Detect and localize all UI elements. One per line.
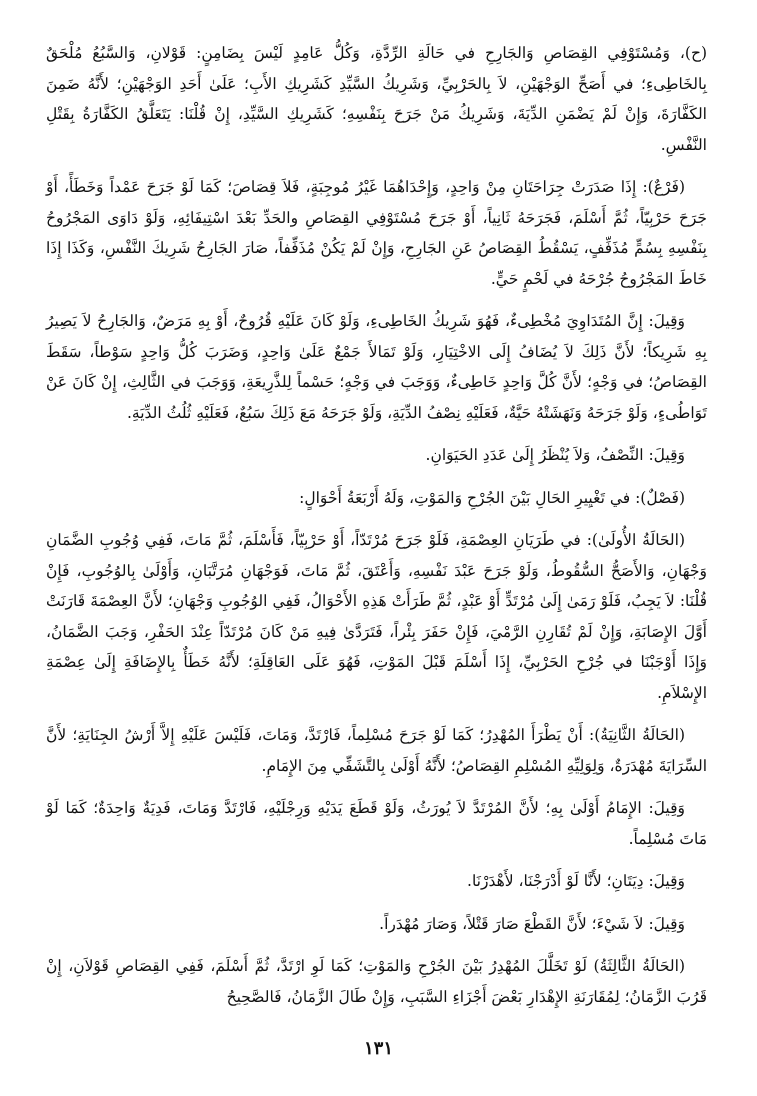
paragraph: وَقِيلَ: إِنَّ المُتَدَاوِيَ مُخْطِىءٌ، فَهُوَ شَرِيكُ الخَاطِىءِ، وَلَوْ كَانَ عَلَيْهِ قُرُوحٌ، أَوْ بِهِ مَرَضٌ، وَالجَارِحُ لاَ يَصِيرُ بِهِ شَرِيكاً؛ لأَنَّ ذَلِكَ لاَ يُضَافُ إِلَى الاخْتِيَارِ، وَلَوْ تَمَالأَ جَمْعٌ عَلَىٰ وَاحِدٍ، وَضَرَبَ كُلُّ وَاحِدٍ سَوْطاً، سَقَطَ القِصَاصُ؛ في وَجْهٍ؛ لأَنَّ كُلَّ وَاحِدٍ خَاطِىءٌ، وَوَجَبَ في وَجْهٍ؛ حَسْماً لِلذَّرِيعَةِ، وَوَجَبَ في الثَّالِثِ، إِنْ كَانَ عَنْ تَوَاطُىءٍ، وَلَوْ جَرَحَهُ وَنَهَشَتْهُ حَيَّةٌ، فَعَلَيْهِ نِصْفُ الدِّيَةِ، وَلَوْ جَرَحَهُ مَعَ ذَلِكَ سَبُعٌ، فَعَلَيْهِ ثُلُثُ الدِّيَةِ. — [46, 312, 707, 422]
paragraph: (الحَالَةُ الأُولَىٰ): في طَرَيَانِ العِصْمَةِ، فَلَوْ جَرَحَ مُرْتَدّاً، أَوْ حَرْبِيّاً، فَأَسْلَمَ، ثُمَّ مَاتَ، فَفِي وُجُوبِ الضَّمَانِ وَجْهَانِ، وَالأَصَحُّ السُّقُوطُ، وَلَوْ جَرَحَ عَبْدَ نَفْسِهِ، وَأَعْتَقَ، ثُمَّ مَاتَ، فَوَجْهَانِ مُرَتَّبَانِ، وَأَوْلَىٰ بِالوُجُوبِ، فَإِنْ قُلْنَا: لاَ يَجِبُ، فَلَوْ رَمَىٰ إِلَىٰ مُرْتَدٍّ أَوْ عَبْدٍ، ثُمَّ طَرَأَتْ هَذِهِ الأَحْوَالُ، فَفِي الوُجُوبِ وَجْهَانِ؛ لأَنَّ العِصْمَةَ قَارَنَتْ أَوَّلَ الإِصَابَةِ، وَإِنْ لَمْ تُقَارِنِ الرَّمْيَ، فَإِنْ حَفَرَ بِئْراً، فَتَرَدَّىٰ فِيهِ مَنْ كَانَ مُرْتَدّاً عِنْدَ الحَفْرِ، وَجَبَ الضَّمَانُ، وَإِذَا أَوْجَبْنَا في جُرْحِ الحَرْبِيِّ، إِذَا أَسْلَمَ قَبْلَ المَوْتِ، فَهُوَ عَلَى العَاقِلَةِ؛ لأَنَّهُ خَطَأٌ بِالإِضَافَةِ إِلَىٰ عِصْمَةِ الإِسْلاَمِ. — [46, 531, 707, 702]
paragraph: (الحَالَةُ الثَّانِيَةُ): أَنْ يَطْرَأَ المُهْدِرُ؛ كَمَا لَوْ جَرَحَ مُسْلِماً، فَارْتَدَّ، وَمَاتَ، فَلَيْسَ عَلَيْهِ إِلاَّ أَرْشُ الجِنَايَةِ؛ لأَنَّ السِّرَايَةَ مُهْدَرَةٌ، وَلِوَلِيِّهِ المُسْلِمِ القِصَاصُ؛ لأَنَّهُ أَوْلَىٰ بِالتَّشَفِّي مِنَ الإِمَامِ. — [46, 726, 707, 775]
paragraph: وَقِيلَ: الإِمَامُ أَوْلَىٰ بِهِ؛ لأَنَّ المُرْتَدَّ لاَ يُورَثُ، وَلَوْ قَطَعَ يَدَيْهِ وَرِجْلَيْهِ، فَارْتَدَّ وَمَاتَ، فَدِيَةٌ وَاحِدَةٌ؛ كَمَا لَوْ مَاتَ مُسْلِماً. — [46, 799, 707, 848]
paragraph: وَقِيلَ: النِّصْفُ، وَلاَ يُنْظَرُ إِلَىٰ عَدَدِ الحَيَوَانِ. — [425, 446, 685, 464]
paragraph: (فَرْعٌ): إِذَا صَدَرَتْ جِرَاحَتَانِ مِنْ وَاحِدٍ، وَإِحْدَاهُمَا غَيْرُ مُوجِبَةٍ، فَلاَ قِصَاصَ؛ كَمَا لَوْ جَرَحَ عَمْداً وَخَطَأً، أَوْ جَرَحَ حَرْبِيّاً، ثُمَّ أَسْلَمَ، فَجَرَحَهُ ثَانِياً، أَوْ جَرَحَ مُسْتَوْفِي القِصَاصِ والحَدِّ بَعْدَ اسْتِيفَائِهِ، وَلَوْ دَاوَى المَجْرُوحُ بِنَفْسِهِ بِسُمٍّ مُذَفِّفٍ، يَسْقُطُ القِصَاصُ عَنِ الجَارِحِ، وَإِنْ لَمْ يَكُنْ مُذَفِّفاً، صَارَ الجَارِحُ شَرِيكَ النَّفْسِ، وَكَذَا إِذَا خَاطَ المَجْرُوحُ جُرْحَهُ في لَحْمٍ حَيٍّ. — [46, 178, 707, 288]
section-heading-paragraph: (فَصْلٌ): في تَغْيِيرِ الحَالِ بَيْنَ الجُرْحِ وَالمَوْتِ، وَلَهُ أَرْبَعَةُ أَحْوَالٍ: — [299, 488, 685, 507]
paragraph: وَقِيلَ: دِيَتَانِ؛ لأَنَّا لَوْ أَدْرَجْنَا، لأَهْدَرْنَا. — [467, 872, 685, 890]
page-number: ١٣١ — [363, 1038, 393, 1059]
paragraph: (ح)، وَمُسْتَوْفِي القِصَاصِ وَالجَارِحِ في حَالَةِ الرِّدَّةِ، وَكُلُّ عَامِدٍ لَيْسَ بِضَامِنٍ: قَوْلانِ، وَالسَّبُعُ مُلْحَقٌ بِالخَاطِىءِ؛ في أَصَحِّ الوَجْهَيْنِ، لاَ بِالحَرْبِيِّ، وَشَرِيكُ السَّيِّدِ كَشَرِيكِ الأَبِ؛ عَلَىٰ أَحَدِ الوَجْهَيْنِ؛ لأَنَّهُ ضَمِنَ الكَفَّارَةَ، وَإِنْ لَمْ يَضْمَنِ الدِّيَةَ، وَشَرِيكُ مَنْ جَرَحَ بِنَفْسِهِ؛ كَشَرِيكِ السَّيِّدِ، إِنْ قُلْنَا: يَتَعَلَّقُ الكَفَّارَةُ بِقَتْلِ النَّفْسِ. — [46, 44, 707, 154]
page-body-text — [46, 38, 707, 1012]
paragraph: وَقِيلَ: لاَ شَيْءَ؛ لأَنَّ القَطْعَ صَارَ قَتْلاً، وَصَارَ مُهْدَراً. — [379, 914, 685, 933]
paragraph: (الحَالَةُ الثَّالِثَةُ) لَوْ تَخَلَّلَ المُهْدِرُ بَيْنَ الجُرْحِ وَالمَوْتِ؛ كَمَا لَوِ ارْتَدَّ، ثُمَّ أَسْلَمَ، فَفِي القِصَاصِ قَوْلاَنِ، إِنْ قَرُبَ الزَّمَانُ؛ لِمُقَارَنَةِ الإِهْدَارِ بَعْضَ أَجْزَاءِ السَّبَبِ، وَإِنْ طَالَ الزَّمَانُ، فَالصَّحِيحُ — [46, 957, 707, 1006]
